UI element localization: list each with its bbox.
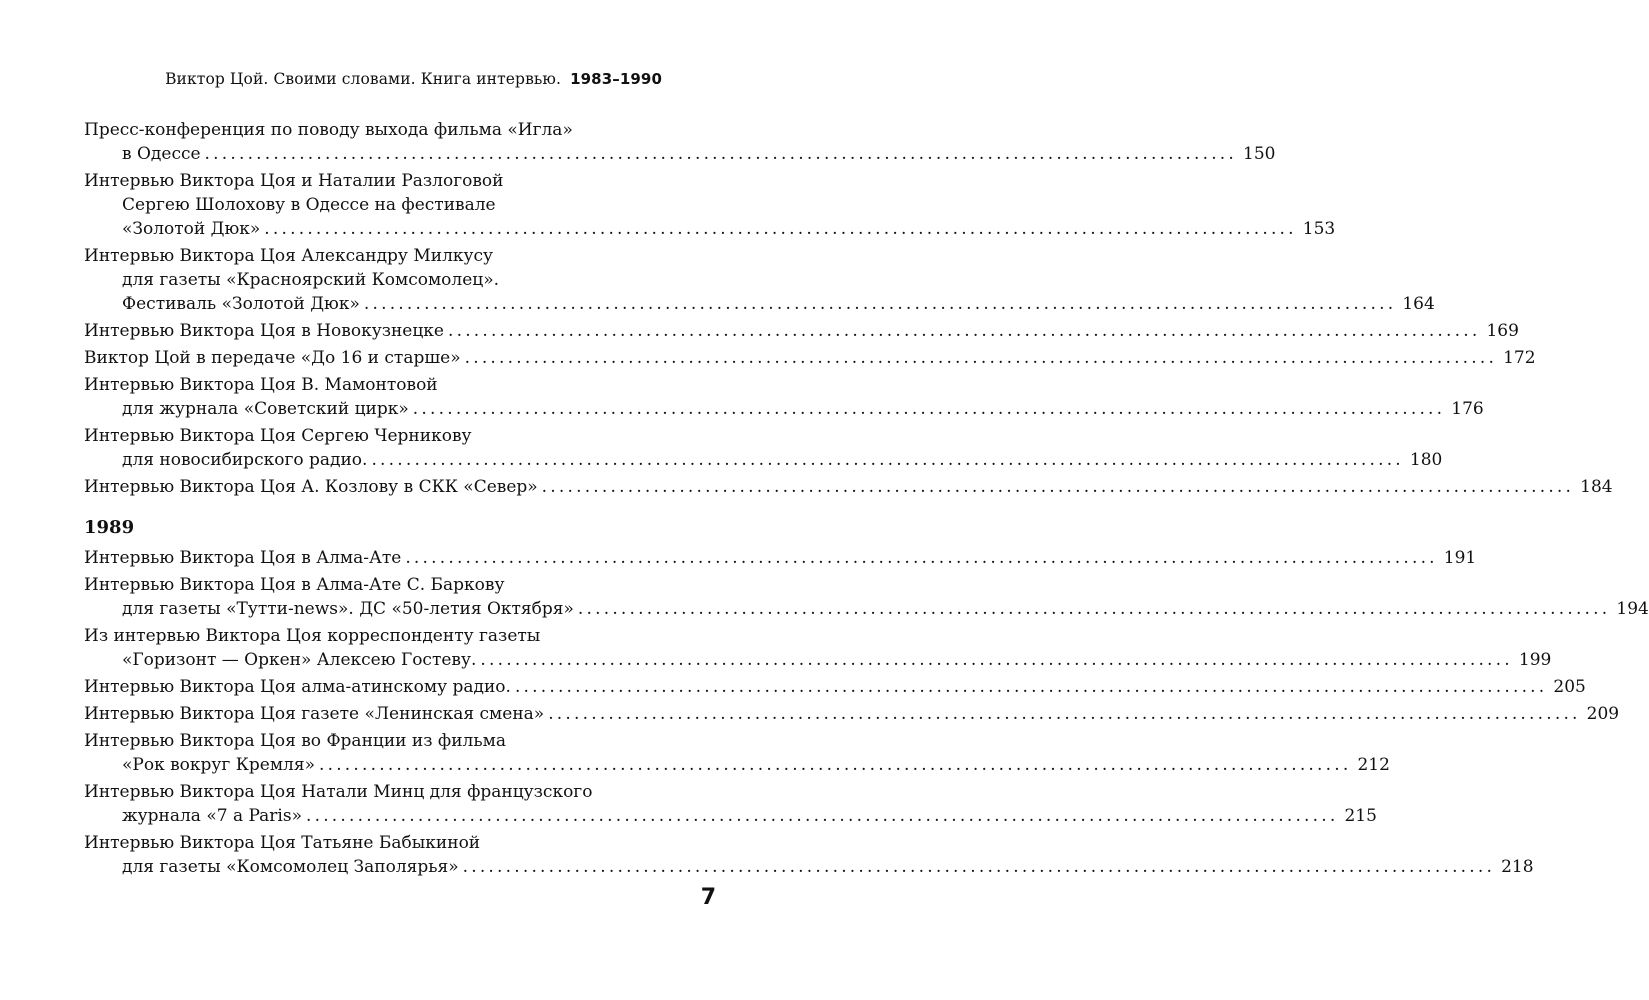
toc-entry-line: Интервью Виктора Цоя Татьяне Бабыкиной: [84, 833, 481, 853]
toc-entry-line: [84, 292, 1435, 316]
toc-entry-line: Интервью Виктора Цоя Натали Минц для французского: [84, 782, 593, 802]
toc-entry-page: 218: [1501, 857, 1534, 877]
toc-entry-text: Интервью Виктора Цоя в Алма-Ате: [84, 548, 402, 568]
toc-entry-line: Интервью Виктора Цоя Сергею Черникову: [84, 426, 472, 446]
dot-leader: ........................................................................................................................: [306, 806, 1339, 826]
toc-section-2: [84, 546, 1649, 882]
toc-entry-text: для газеты «Комсомолец Заполярья»: [122, 857, 459, 877]
dot-leader: ........................................................................................................................: [462, 857, 1496, 877]
toc-entry: [84, 780, 1377, 828]
toc-entry: [84, 573, 1649, 621]
toc-entry: [84, 729, 1390, 777]
toc-entry-page: 164: [1402, 294, 1435, 314]
toc-entry-line: Интервью Виктора Цоя В. Мамонтовой: [84, 375, 438, 395]
running-header-title: Виктор Цой. Своими словами. Книга интервью.: [165, 70, 562, 88]
toc-entry-text: «Рок вокруг Кремля»: [122, 755, 315, 775]
toc-entry-page: 184: [1580, 477, 1613, 497]
toc-entry-text: журнала «7 a Paris»: [122, 806, 302, 826]
toc-entry: [84, 702, 1620, 726]
toc-entry-line: [84, 319, 1519, 343]
toc-entry-page: 150: [1243, 144, 1276, 164]
toc-entry: [84, 546, 1477, 570]
toc-entry: [84, 675, 1586, 699]
running-header-years: 1983–1990: [570, 70, 662, 88]
toc-entry-line: Интервью Виктора Цоя и Наталии Разлоговой: [84, 171, 504, 191]
toc-entry: [84, 624, 1552, 672]
toc-entry-line: [84, 804, 1377, 828]
year-heading: 1989: [84, 517, 135, 538]
toc-entry-line: [84, 217, 1336, 241]
toc-entry-text: для новосибирского радио.: [122, 450, 368, 470]
toc-entry-line: Интервью Виктора Цоя во Франции из фильма: [84, 731, 506, 751]
toc-entry: [84, 118, 1276, 166]
toc-entry: [84, 244, 1435, 316]
dot-leader: ........................................................................................................................: [480, 650, 1513, 670]
dot-leader: ........................................................................................................................: [363, 294, 1397, 314]
toc-entry-line: Интервью Виктора Цоя Александру Милкусу: [84, 246, 494, 266]
dot-leader: ........................................................................................................................: [514, 677, 1548, 697]
toc-entry-page: 169: [1486, 321, 1519, 341]
toc-entry: [84, 319, 1519, 343]
toc-entry-line: [84, 597, 1649, 621]
toc-entry-text: в Одессе: [122, 144, 201, 164]
dot-leader: ........................................................................................................................: [204, 144, 1238, 164]
toc-entry-page: 194: [1616, 599, 1649, 619]
toc-entry: [84, 346, 1536, 370]
dot-leader: ........................................................................................................................: [318, 755, 1352, 775]
dot-leader: ........................................................................................................................: [541, 477, 1575, 497]
toc-entry-text: Интервью Виктора Цоя алма-атинскому радио.: [84, 677, 511, 697]
toc-entry-page: 205: [1553, 677, 1586, 697]
toc-entry-page: 212: [1357, 755, 1390, 775]
toc-entry-line: Из интервью Виктора Цоя корреспонденту газеты: [84, 626, 541, 646]
toc-entry-page: 191: [1443, 548, 1477, 568]
toc-entry-line: [84, 346, 1536, 370]
dot-leader: ........................................................................................................................: [548, 704, 1581, 724]
toc-entry-page: 199: [1518, 650, 1552, 670]
toc-entry-line: [84, 448, 1443, 472]
dot-leader: ........................................................................................................................: [447, 321, 1481, 341]
toc-entry-line: [84, 546, 1477, 570]
toc-entry-page: 215: [1344, 806, 1377, 826]
toc-entry-line: Интервью Виктора Цоя в Алма-Ате С. Баркову: [84, 575, 505, 595]
toc-entry-text: «Горизонт — Оркен» Алексею Гостеву.: [122, 650, 477, 670]
toc-entry-page: 172: [1503, 348, 1536, 368]
toc-entry: [84, 373, 1484, 421]
dot-leader: ........................................................................................................................: [464, 348, 1498, 368]
toc-entry-line: [84, 648, 1552, 672]
toc-entry-line: Сергею Шолохову в Одессе на фестивале: [122, 195, 496, 215]
dot-leader: ........................................................................................................................: [371, 450, 1404, 470]
toc-entry-text: Виктор Цой в передаче «До 16 и старше»: [84, 348, 461, 368]
toc-entry-text: «Золотой Дюк»: [122, 219, 261, 239]
toc-entry-text: Фестиваль «Золотой Дюк»: [122, 294, 360, 314]
toc-entry-line: для газеты «Красноярский Комсомолец».: [122, 270, 500, 290]
dot-leader: ........................................................................................................................: [412, 399, 1446, 419]
toc-entry-line: [84, 475, 1613, 499]
toc-entry-text: Интервью Виктора Цоя А. Козлову в СКК «Север»: [84, 477, 538, 497]
toc-entry-line: Пресс-конференция по поводу выхода фильма «Игла»: [84, 120, 573, 140]
toc-entry-text: Интервью Виктора Цоя газете «Ленинская смена»: [84, 704, 545, 724]
toc-entry-line: [84, 702, 1620, 726]
toc-entry-line: [84, 855, 1534, 879]
toc-entry-text: для газеты «Тутти-news». ДС «50-летия Октября»: [122, 599, 574, 619]
toc-entry-page: 176: [1451, 399, 1484, 419]
toc-entry-line: [84, 142, 1276, 166]
toc-entry-page: 153: [1302, 219, 1336, 239]
running-header: [165, 70, 662, 88]
page-number: 7: [700, 885, 716, 910]
dot-leader: ........................................................................................................................: [264, 219, 1297, 239]
toc-entry-line: [84, 675, 1586, 699]
toc-entry: [84, 169, 1336, 241]
toc-entry: [84, 424, 1443, 472]
toc-entry-line: [84, 397, 1484, 421]
dot-leader: ........................................................................................................................: [405, 548, 1438, 568]
toc-entry-text: Интервью Виктора Цоя в Новокузнецке: [84, 321, 444, 341]
toc-entry-text: для журнала «Советский цирк»: [122, 399, 409, 419]
toc-entry-page: 209: [1586, 704, 1620, 724]
dot-leader: ........................................................................................................................: [577, 599, 1611, 619]
toc-section-1: [84, 118, 1613, 502]
toc-entry-page: 180: [1409, 450, 1443, 470]
toc-entry-line: [84, 753, 1390, 777]
toc-entry: [84, 831, 1534, 879]
toc-entry: [84, 475, 1613, 499]
